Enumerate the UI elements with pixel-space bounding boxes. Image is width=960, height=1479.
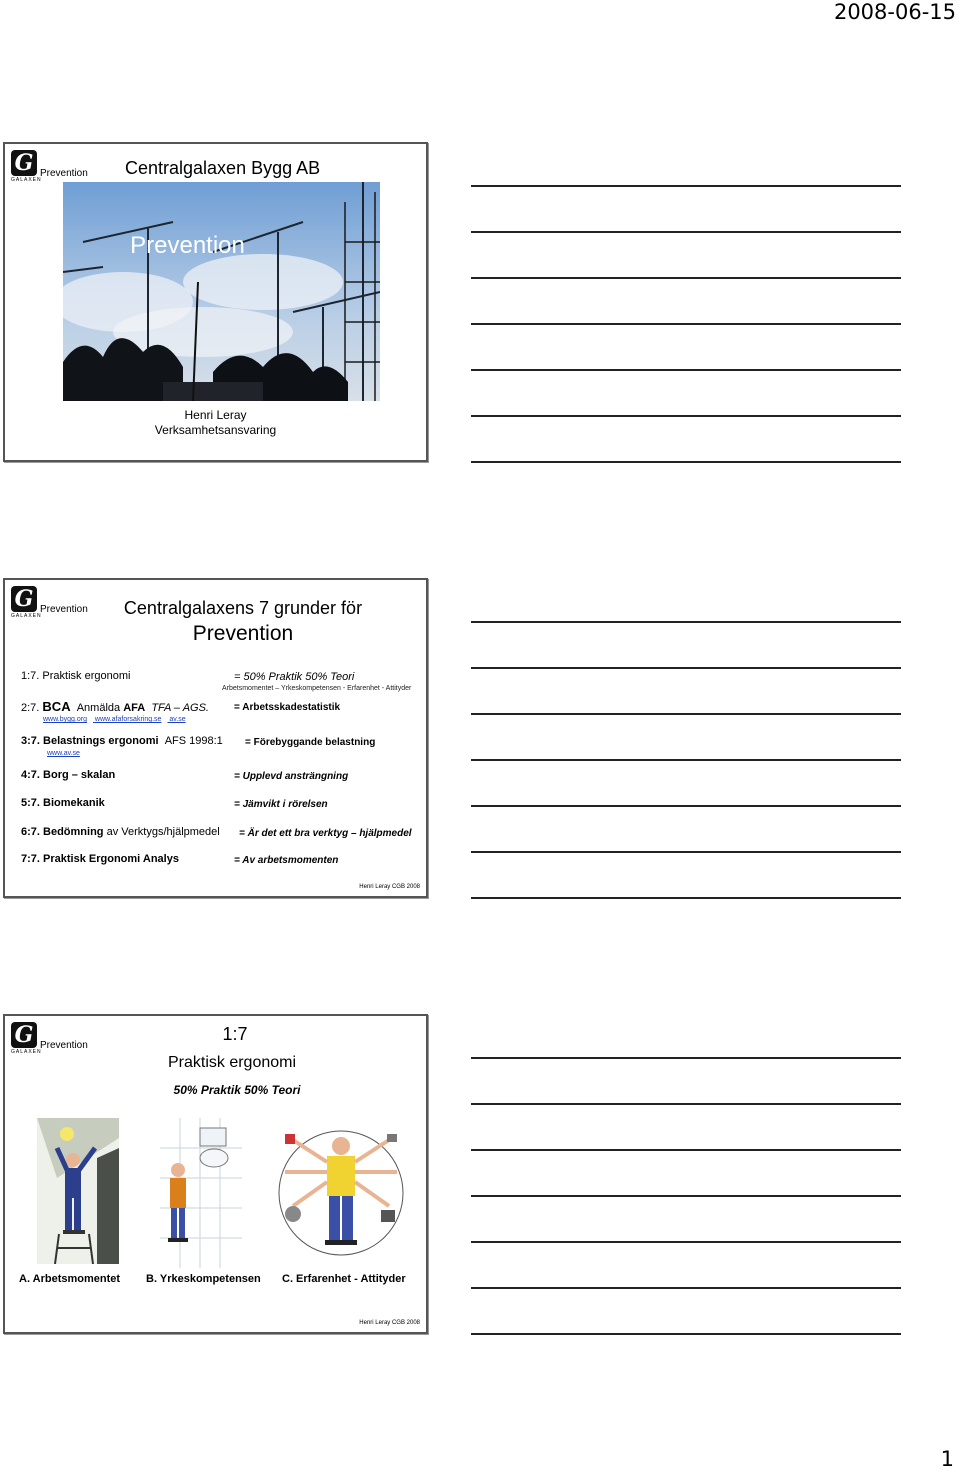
notes-lines-2 — [471, 577, 901, 899]
item-links — [43, 716, 192, 723]
item-rhs: = Arbetsskadestatistik — [234, 702, 341, 713]
title-line-2: Prevention — [192, 622, 294, 645]
caption-b: B. Yrkeskompetensen — [146, 1273, 261, 1285]
worker-on-ladder-illustration — [37, 1118, 119, 1269]
item-extra: AFS 1998:1 — [164, 735, 223, 747]
slide-1 — [3, 142, 428, 462]
item-tfa: TFA – AGS. — [151, 702, 209, 714]
worker-bathroom-illustration — [160, 1118, 242, 1273]
item-links — [47, 750, 86, 757]
item-rhs: = Är det ett bra verktyg – hjälpmedel — [239, 828, 412, 839]
slide-2 — [3, 578, 428, 898]
author-block — [5, 408, 426, 438]
item-number: 3:7. — [21, 735, 40, 747]
slide-title: Centralgalaxen Bygg AB — [125, 158, 321, 178]
list-item — [21, 853, 179, 865]
notes-lines-3 — [471, 1013, 901, 1335]
list-item — [21, 699, 209, 714]
item-anmalda: Anmälda — [76, 702, 121, 714]
galaxen-logo — [11, 1022, 41, 1056]
item-rhs: = Av arbetsmomenten — [234, 855, 339, 866]
item-text: Borg – skalan — [43, 769, 116, 781]
item-rhs: = Förebyggande belastning — [245, 737, 376, 748]
item-number: 5:7. — [21, 797, 40, 809]
slide-footer: Henri Leray CGB 2008 — [359, 884, 420, 890]
item-rhs: = Upplevd ansträngning — [234, 771, 349, 782]
link-afaforsakring[interactable]: www.afaforsakring.se — [94, 716, 162, 723]
slide-subtitle: Praktisk ergonomi — [167, 1054, 297, 1071]
prevention-label: Prevention — [40, 604, 88, 615]
item-bca: BCA — [42, 699, 71, 714]
item-text: Biomekanik — [43, 797, 105, 809]
photo-title: Prevention — [130, 232, 245, 259]
item-text: Praktisk ergonomi — [42, 670, 131, 682]
slide-title — [108, 595, 378, 647]
galaxen-logo — [11, 586, 41, 620]
logo-text: GALAXEN — [11, 613, 42, 619]
link-av[interactable]: av.se — [169, 716, 186, 723]
item-note: Arbetsmomentet – Yrkeskompetensen - Erfarenhet - Attityder — [222, 685, 412, 692]
galaxen-logo — [11, 150, 41, 184]
author-name: Henri Leray — [184, 408, 247, 422]
item-rhs: = Jämvikt i rörelsen — [234, 799, 328, 810]
logo-text: GALAXEN — [11, 1049, 42, 1055]
prevention-label: Prevention — [40, 168, 88, 179]
item-number: 4:7. — [21, 769, 40, 781]
link-bygg[interactable]: www.bygg.org — [43, 716, 87, 723]
item-number: 1:7. — [21, 670, 40, 682]
multi-tool-worker-illustration — [277, 1118, 405, 1273]
list-item — [21, 670, 130, 682]
item-number: 7:7. — [21, 853, 40, 865]
item-afa: AFA — [123, 702, 146, 714]
list-item — [21, 769, 115, 781]
page-date: 2008-06-15 — [833, 0, 956, 24]
link-av-www[interactable]: www.av.se — [47, 750, 80, 757]
list-item — [21, 735, 223, 747]
list-item — [21, 797, 105, 809]
caption-c: C. Erfarenhet - Attityder — [282, 1273, 406, 1285]
title-line-1: Centralgalaxens 7 grunder för — [123, 598, 363, 618]
construction-cranes-photo — [63, 182, 380, 401]
item-extra: av Verktygs/hjälpmedel — [106, 826, 220, 838]
item-text: Praktisk Ergonomi Analys — [43, 853, 179, 865]
slide-footer: Henri Leray CGB 2008 — [359, 1320, 420, 1326]
caption-a: A. Arbetsmomentet — [19, 1273, 121, 1285]
slide-ratio: 50% Praktik 50% Teori — [173, 1083, 301, 1097]
item-number: 2:7. — [21, 702, 40, 714]
logo-letter: G — [11, 1022, 37, 1048]
item-text: Belastnings ergonomi — [43, 735, 159, 747]
logo-letter: G — [11, 586, 37, 612]
page-number: 1 — [940, 1447, 954, 1471]
item-rhs: = 50% Praktik 50% Teori — [234, 671, 355, 683]
logo-letter: G — [11, 150, 37, 176]
logo-text: GALAXEN — [11, 177, 42, 183]
item-number: 6:7. — [21, 826, 40, 838]
item-text: Bedömning — [43, 826, 104, 838]
list-item — [21, 826, 220, 838]
prevention-label: Prevention — [40, 1040, 88, 1051]
notes-lines-1 — [471, 141, 901, 463]
slide-3 — [3, 1014, 428, 1334]
slide-heading: 1:7 — [222, 1024, 248, 1044]
author-role: Verksamhetsansvaring — [154, 423, 277, 437]
